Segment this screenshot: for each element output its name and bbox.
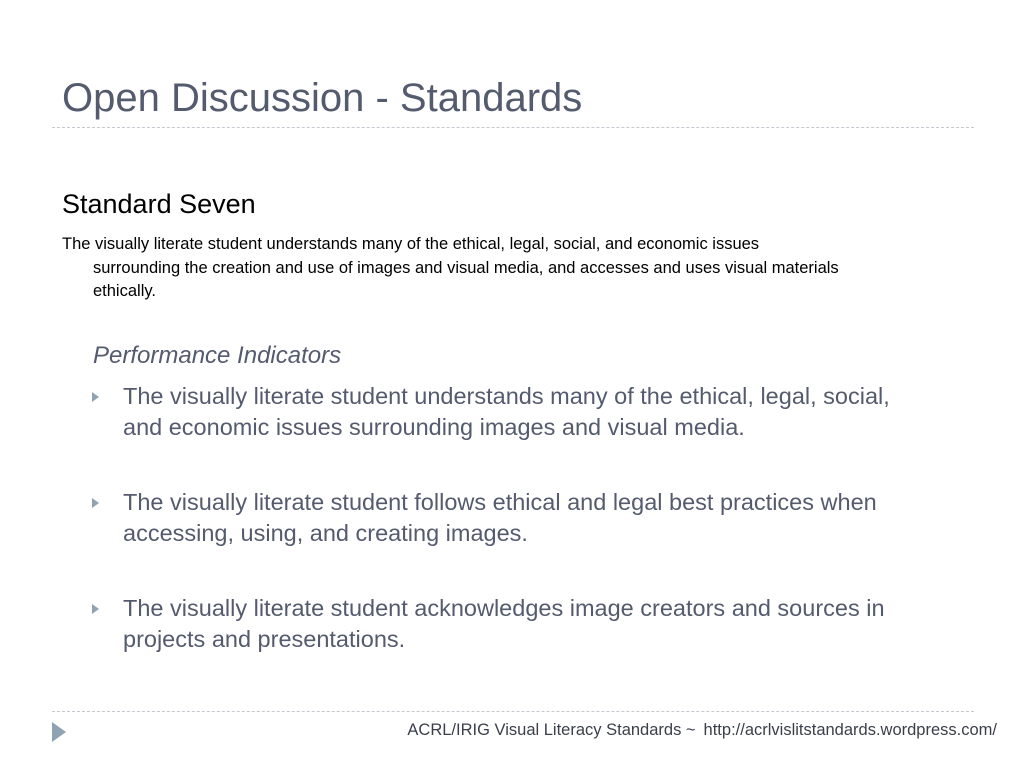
triangle-bullet-icon (92, 392, 99, 402)
footer-source: ACRL/IRIG Visual Literacy Standards ~ (407, 721, 696, 739)
bullet-text (123, 381, 890, 443)
statement-line: ethically. (93, 282, 156, 300)
standard-heading: Standard Seven (62, 189, 256, 219)
standard-statement (62, 233, 962, 304)
slide-footer (407, 719, 997, 741)
slide-title: Open Discussion - Standards (62, 76, 583, 120)
bullet-line: accessing, using, and creating images. (123, 520, 528, 546)
triangle-bullet-icon (92, 604, 99, 614)
bullet-line: The visually literate student follows ethical and legal best practices when (123, 489, 877, 515)
statement-line: surrounding the creation and use of images and visual media, and accesses and uses visual materials (93, 258, 839, 277)
bullet-text (123, 593, 885, 655)
bullet-line: The visually literate student understands many of the ethical, legal, social, (123, 383, 890, 409)
triangle-bullet-icon (92, 498, 99, 508)
title-divider (52, 127, 974, 128)
bullet-line: and economic issues surrounding images and visual media. (123, 414, 745, 440)
footer-url-link[interactable]: http://acrlvislitstandards.wordpress.com/ (703, 721, 997, 739)
performance-indicators-heading: Performance Indicators (93, 342, 342, 369)
bullet-text (123, 487, 877, 549)
bullet-line: projects and presentations. (123, 626, 406, 652)
statement-line: The visually literate student understands many of the ethical, legal, social, and economic issues (62, 235, 760, 253)
bullet-line: The visually literate student acknowledges image creators and sources in (123, 595, 885, 621)
play-arrow-icon (52, 722, 66, 742)
footer-divider (52, 711, 974, 712)
